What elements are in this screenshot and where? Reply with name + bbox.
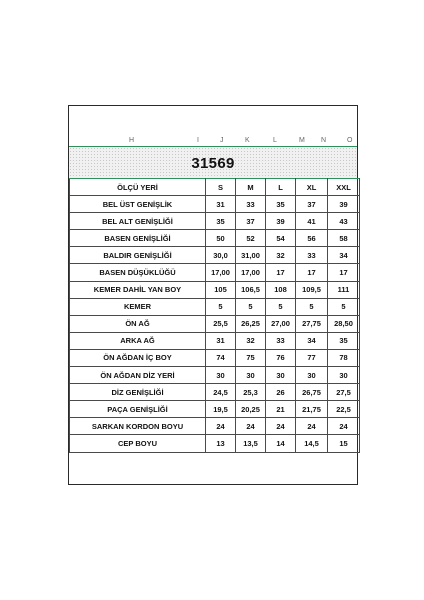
measure-value: 5 (266, 298, 296, 315)
measure-value: 50 (206, 230, 236, 247)
measure-value: 34 (296, 332, 328, 349)
table-row (70, 435, 360, 452)
measure-label: BASEN DÜŞÜKLÜĞÜ (70, 264, 206, 281)
measure-value: 41 (296, 213, 328, 230)
measure-value: 13,5 (236, 435, 266, 452)
measure-value: 5 (236, 298, 266, 315)
header-size-cell: M (236, 179, 266, 196)
measure-value: 14,5 (296, 435, 328, 452)
table-row (70, 332, 360, 349)
measure-value: 27,00 (266, 315, 296, 332)
measure-value: 39 (266, 213, 296, 230)
column-letter: H (129, 137, 135, 144)
measure-value: 17,00 (206, 264, 236, 281)
measure-label: KEMER DAHİL YAN BOY (70, 281, 206, 298)
measure-value: 78 (328, 349, 360, 366)
measure-value: 75 (236, 349, 266, 366)
measure-value: 35 (206, 213, 236, 230)
measure-value: 24 (266, 418, 296, 435)
measure-value: 26,75 (296, 384, 328, 401)
column-letter: J (220, 137, 224, 144)
measure-value: 24,5 (206, 384, 236, 401)
column-letter: M (299, 137, 305, 144)
measure-value: 24 (206, 418, 236, 435)
measure-value: 30 (206, 367, 236, 384)
measure-value: 32 (266, 247, 296, 264)
measure-value: 108 (266, 281, 296, 298)
measure-value: 21,75 (296, 401, 328, 418)
measure-label: PAÇA GENİŞLİĞİ (70, 401, 206, 418)
header-size-cell: L (266, 179, 296, 196)
column-letter: N (321, 137, 327, 144)
table-row (70, 349, 360, 366)
table-row (70, 196, 360, 213)
measure-value: 34 (328, 247, 360, 264)
measure-value: 17,00 (236, 264, 266, 281)
measure-value: 52 (236, 230, 266, 247)
measure-label: BEL ALT GENİŞLİĞİ (70, 213, 206, 230)
measure-value: 13 (206, 435, 236, 452)
measure-value: 31 (206, 332, 236, 349)
measure-value: 77 (296, 349, 328, 366)
measure-label: ÖN AĞDAN DİZ YERİ (70, 367, 206, 384)
measure-value: 31,00 (236, 247, 266, 264)
table-row (70, 230, 360, 247)
measure-value: 37 (236, 213, 266, 230)
measure-label: CEP BOYU (70, 435, 206, 452)
product-code-band (69, 146, 357, 179)
header-size-cell: XL (296, 179, 328, 196)
table-row (70, 418, 360, 435)
table-row (70, 213, 360, 230)
table-row (70, 367, 360, 384)
measure-label: BASEN GENİŞLİĞİ (70, 230, 206, 247)
measure-value: 30 (296, 367, 328, 384)
product-code: 31569 (191, 155, 235, 172)
measure-value: 24 (328, 418, 360, 435)
measure-value: 56 (296, 230, 328, 247)
measure-value: 27,5 (328, 384, 360, 401)
measure-value: 17 (296, 264, 328, 281)
measure-value: 30 (328, 367, 360, 384)
measure-value: 32 (236, 332, 266, 349)
measure-value: 35 (266, 196, 296, 213)
measure-value: 39 (328, 196, 360, 213)
size-chart-sheet (68, 105, 358, 485)
table-row (70, 281, 360, 298)
column-letter: O (347, 137, 353, 144)
measure-value: 105 (206, 281, 236, 298)
measure-value: 106,5 (236, 281, 266, 298)
measure-label: SARKAN KORDON BOYU (70, 418, 206, 435)
measure-value: 19,5 (206, 401, 236, 418)
measure-value: 28,50 (328, 315, 360, 332)
measure-value: 27,75 (296, 315, 328, 332)
measure-label: ÖN AĞDAN İÇ BOY (70, 349, 206, 366)
measure-value: 33 (296, 247, 328, 264)
table-row (70, 401, 360, 418)
table-row (70, 247, 360, 264)
measure-value: 31 (206, 196, 236, 213)
measure-value: 30 (266, 367, 296, 384)
measure-value: 25,5 (206, 315, 236, 332)
measure-value: 25,3 (236, 384, 266, 401)
measure-value: 54 (266, 230, 296, 247)
header-size-cell: S (206, 179, 236, 196)
size-table (69, 178, 360, 453)
measure-label: ÖN AĞ (70, 315, 206, 332)
measure-label: KEMER (70, 298, 206, 315)
measure-value: 26,25 (236, 315, 266, 332)
measure-value: 17 (328, 264, 360, 281)
measure-value: 24 (236, 418, 266, 435)
measure-value: 37 (296, 196, 328, 213)
measure-value: 17 (266, 264, 296, 281)
table-row (70, 384, 360, 401)
column-letter: I (197, 137, 199, 144)
measure-value: 22,5 (328, 401, 360, 418)
measure-label: DİZ GENİŞLİĞİ (70, 384, 206, 401)
table-row (70, 298, 360, 315)
measure-label: BEL ÜST GENİŞLİK (70, 196, 206, 213)
measure-value: 33 (266, 332, 296, 349)
measure-value: 33 (236, 196, 266, 213)
header-measure-cell: ÖLÇÜ YERİ (70, 179, 206, 196)
header-size-cell: XXL (328, 179, 360, 196)
table-row (70, 264, 360, 281)
measure-value: 21 (266, 401, 296, 418)
column-letter: L (273, 137, 277, 144)
measure-label: ARKA AĞ (70, 332, 206, 349)
measure-value: 43 (328, 213, 360, 230)
measure-value: 26 (266, 384, 296, 401)
measure-label: BALDIR GENİŞLİĞİ (70, 247, 206, 264)
table-row (70, 315, 360, 332)
measure-value: 14 (266, 435, 296, 452)
measure-value: 76 (266, 349, 296, 366)
measure-value: 5 (328, 298, 360, 315)
measure-value: 20,25 (236, 401, 266, 418)
measure-value: 109,5 (296, 281, 328, 298)
measure-value: 30,0 (206, 247, 236, 264)
column-letter: K (245, 137, 250, 144)
measure-value: 35 (328, 332, 360, 349)
measure-value: 58 (328, 230, 360, 247)
table-header-row (70, 179, 360, 196)
measure-value: 111 (328, 281, 360, 298)
measure-value: 5 (206, 298, 236, 315)
measure-value: 74 (206, 349, 236, 366)
measure-value: 5 (296, 298, 328, 315)
measure-value: 30 (236, 367, 266, 384)
measure-value: 24 (296, 418, 328, 435)
measure-value: 15 (328, 435, 360, 452)
